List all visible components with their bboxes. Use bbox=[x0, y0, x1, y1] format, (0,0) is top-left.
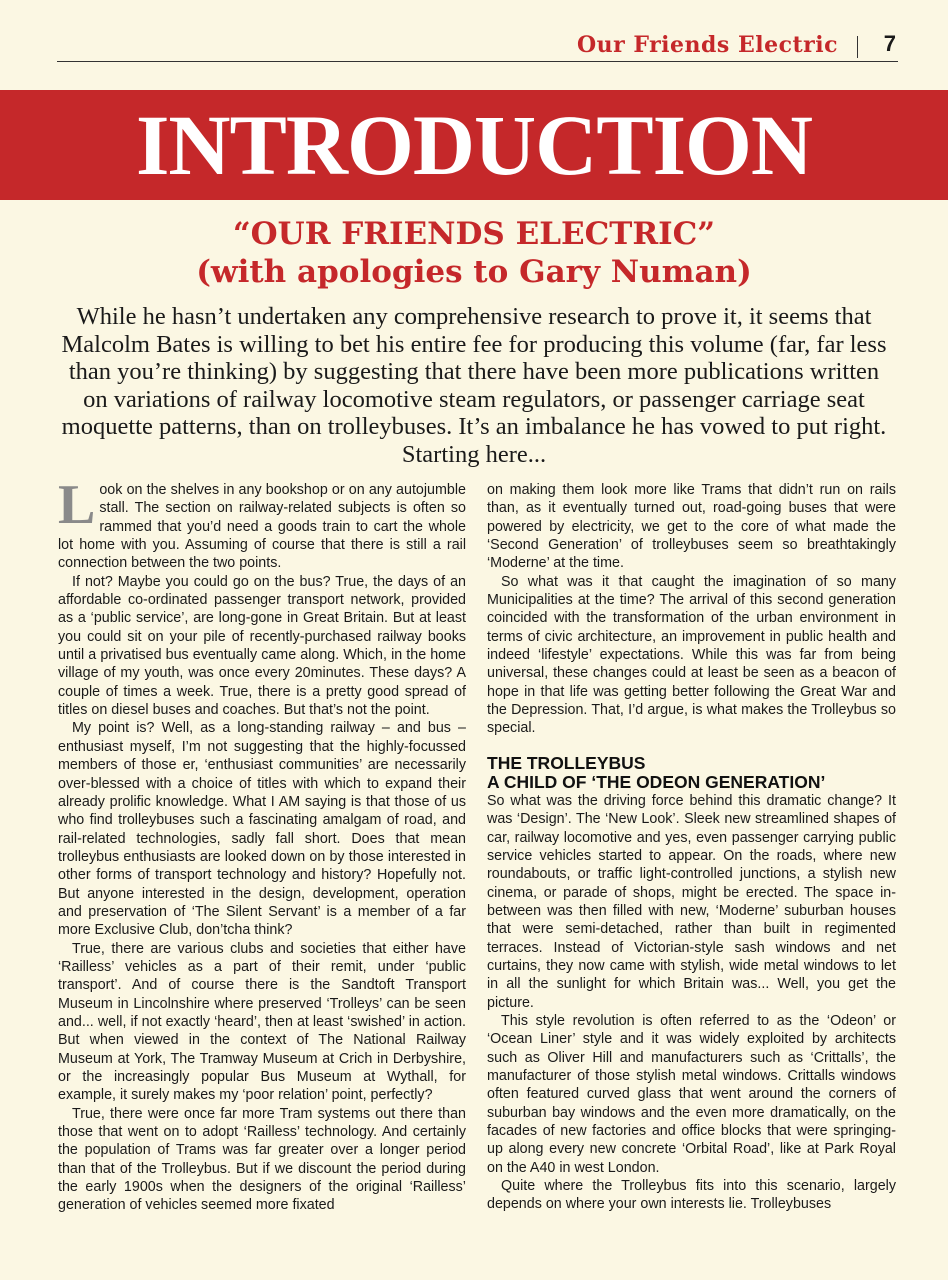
right-paragraph-4: This style revolution is often referred to as the ‘Odeon’ or ‘Ocean Liner’ style and it was widely exploited by architects such as Oliver Hill and manufacturers such as ‘Crittalls’, the manufacturer of those stylish metal windows. Crittalls windows often featured curved glass that went around the corners of suburban bay windows and the even more dramatically, on the facades of new factories and office blocks that were springing-up along every new concrete ‘Orbital Road’, like at Park Royal on the A40 in west London. bbox=[487, 1012, 896, 1176]
right-column bbox=[487, 481, 896, 1214]
article-subtitle bbox=[0, 215, 948, 291]
left-paragraph-3: My point is? Well, as a long-standing railway – and bus – enthusiast myself, I’m not suggesting that the highly-focussed members of those er, ‘enthusiast communities’ are necessarily over-blessed with a choice of titles with which to expand their already prolific knowledge. What I AM saying is that those of us who find trolleybuses such a fascinating amalgam of road, and rail-related technologies, sadly fall short. Does that mean trolleybus enthusiasts are looked down on by those interested in other forms of transport technology and history? Hopefully not. But anyone interested in the design, development, operation and preservation of ‘The Silent Servant’ is a member of a far more Exclusive Club, don’tcha think? bbox=[58, 720, 466, 939]
left-paragraph-4: True, there are various clubs and societies that either have ‘Railless’ vehicles as a part of their remit, under ‘public transport’. And of course there is the Sandtoft Transport Museum in Lincolnshire where preserved ‘Trolleys’ can be seen and... well, if not exactly ‘heard’, then at least ‘swished’ in action. But when viewed in the context of The National Railway Museum at York, The Tramway Museum at Crich in Derbyshire, or the increasingly popular Bus Museum at Wythall, for example, it surely makes my ‘poor relation’ point, perfectly? bbox=[58, 940, 466, 1104]
right-paragraph-2: So what was it that caught the imagination of so many Municipalities at the time? The arrival of this second generation coincided with the transformation of the urban environment in terms of civic architecture, an improvement in public health and indeed ‘lifestyle’ expectations. While this was far from being universal, these changes could at least be seen as a beacon of hope in that life was getting better following the Great War and the Depression. That, I’d argue, is what makes the Trolleybus so special. bbox=[487, 573, 896, 737]
left-paragraph-2: If not? Maybe you could go on the bus? True, the days of an affordable co-ordinated passenger transport network, provided as a ‘public service’, are long-gone in Great Britain. But at least you could sit on your pile of recently-purchased railway books until a privatised bus eventually came along. Which, in the home village of my youth, was once every 20minutes. These days? A couple of times a week. True, there is a pretty good spread of titles on diesel buses and coaches. But that’s not the point. bbox=[58, 573, 466, 719]
left-paragraph-1: Look on the shelves in any bookshop or on any autojumble stall. The section on railway-related subjects is often so rammed that you’d need a goods train to cart the whole lot home with you. Assuming of course that there is still a rail connection between the two points. bbox=[58, 474, 466, 572]
section-heading bbox=[487, 754, 896, 792]
left-column bbox=[58, 474, 466, 1215]
page-number: 7 bbox=[883, 31, 896, 56]
standfirst: While he hasn’t undertaken any comprehensive research to prove it, it seems that Malcolm Bates is willing to bet his entire fee for producing this volume (far, far less than you’re thinking) by suggesting that there have been more publications written on variations of railway locomotive steam regulators, or passenger carriage seat moquette patterns, than on trolleybuses. It’s an imbalance he has vowed to put right. Starting here... bbox=[61, 303, 887, 468]
page-title: INTRODUCTION bbox=[135, 97, 813, 193]
left-paragraph-5: True, there were once far more Tram systems out there than those that went on to adopt ‘Railless’ technology. And certainly the population of Trams was far greater over a longer period than that of the Trolleybus. But if we discount the period during the early 1900s when the designers of the original ‘Railless’ generation of vehicles seemed more fixated bbox=[58, 1105, 466, 1214]
drop-cap: L bbox=[58, 474, 96, 536]
right-paragraph-3: So what was the driving force behind this dramatic change? It was ‘Design’. The ‘New Look’. Sleek new streamlined shapes of car, railway locomotive and yes, even passenger carrying public service vehicles started to appear. On the roads, where new roundabouts, or traffic light-controlled junctions, a stylish new cinema, or parade of shops, might be erected. The space in-between was then filled with new, ‘Moderne’ suburban houses that were semi-detached, rather than built in regimented terraces. Instead of Victorian-style sash windows and net curtains, they now came with stylish, wide metal windows to let in all the sunlight for which Britain was... Well, you get the picture. bbox=[487, 792, 896, 1011]
subtitle-line-2: (with apologies to Gary Numan) bbox=[196, 254, 752, 290]
section-heading-line-2: A CHILD OF ‘THE ODEON GENERATION’ bbox=[487, 771, 826, 792]
running-header bbox=[57, 30, 898, 62]
subtitle-line-1: “OUR FRIENDS ELECTRIC” bbox=[232, 216, 716, 252]
right-paragraph-1: on making them look more like Trams that didn’t run on rails than, as it eventually turned out, road-going buses that were powered by electricity, we get to the core of what made the ‘Second Generation’ of trolleybuses seem so breathtakingly ‘Moderne’ at the time. bbox=[487, 482, 896, 572]
header-divider bbox=[857, 36, 859, 58]
title-banner bbox=[0, 90, 948, 200]
right-paragraph-5: Quite where the Trolleybus fits into this scenario, largely depends on where your own interests lie. Trolleybuses bbox=[487, 1178, 896, 1213]
section-heading-line-1: THE TROLLEYBUS bbox=[487, 752, 646, 773]
running-title: Our Friends Electric bbox=[576, 32, 838, 58]
